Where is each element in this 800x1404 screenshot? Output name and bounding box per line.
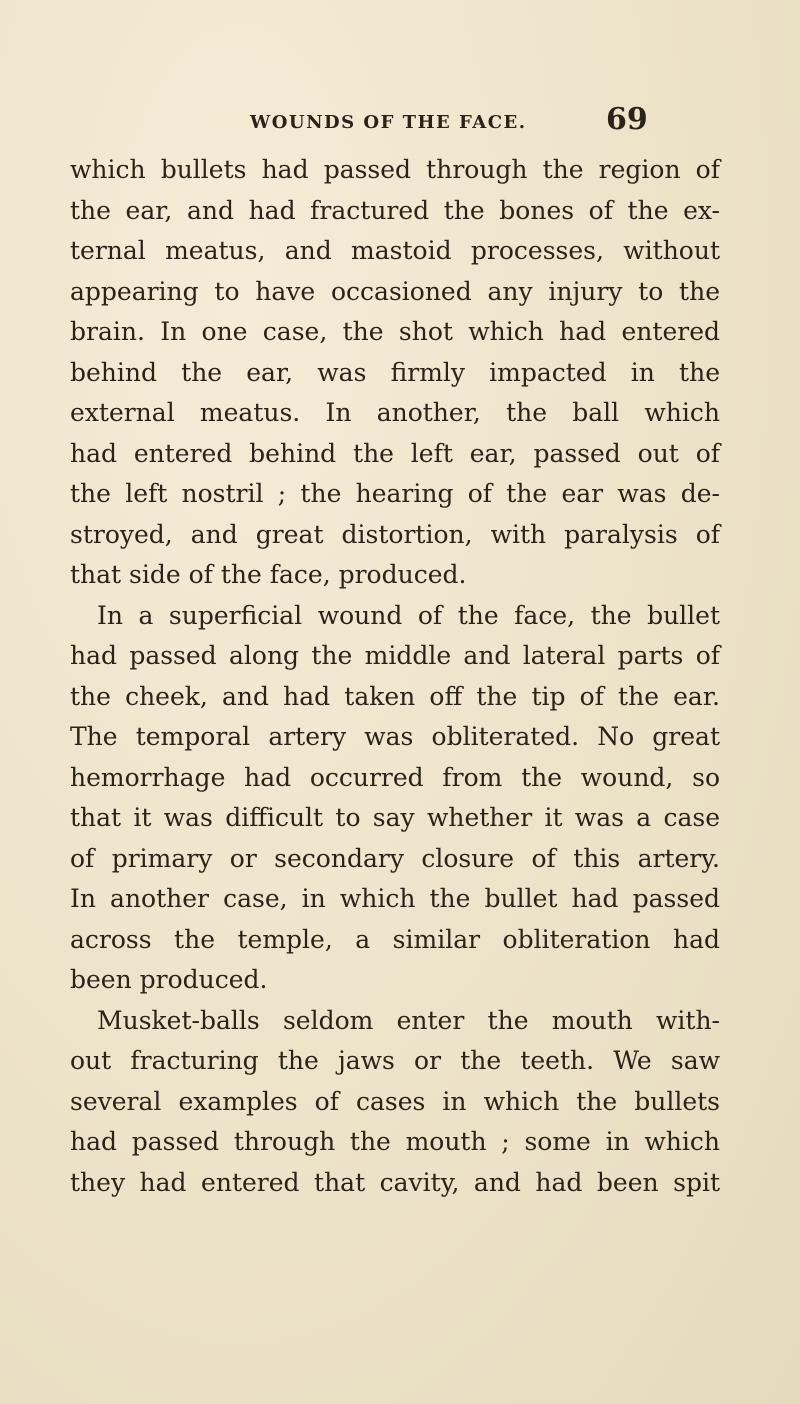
text-line: out fracturing the jaws or the teeth. We saw [70, 1046, 720, 1075]
text-line: had passed through the mouth ; some in which [70, 1127, 720, 1156]
text-line: that side of the face, produced. [70, 560, 467, 589]
body-text [70, 150, 720, 1203]
text-line: ternal meatus, and mastoid processes, without [70, 236, 720, 265]
text-line: stroyed, and great distortion, with paralysis of [70, 519, 720, 549]
text-line: been produced. [70, 965, 268, 994]
text-line: Musket-balls seldom enter the mouth with- [97, 1005, 720, 1035]
running-head: WOUNDS OF THE FACE. [250, 112, 527, 133]
text-line: across the temple, a similar obliteration had [70, 924, 720, 954]
text-line: appearing to have occasioned any injury to the [70, 276, 720, 306]
text-line: which bullets had passed through the region of [70, 155, 720, 184]
text-line: The temporal artery was obliterated. No great [70, 722, 720, 751]
text-line: the left nostril ; the hearing of the ear was de- [70, 479, 720, 508]
text-line: In a superficial wound of the face, the bullet [97, 600, 720, 630]
text-line: they had entered that cavity, and had been spit [70, 1167, 720, 1197]
text-line: In another case, in which the bullet had passed [70, 884, 720, 913]
text-line: that it was difficult to say whether it was a case [70, 803, 720, 832]
text-line: the ear, and had fractured the bones of the ex- [70, 195, 720, 225]
text-line: of primary or secondary closure of this artery. [70, 843, 720, 873]
text-line: hemorrhage had occurred from the wound, so [70, 762, 720, 792]
text-line: brain. In one case, the shot which had entered [70, 317, 720, 346]
text-line: behind the ear, was firmly impacted in the [70, 357, 720, 387]
text-line: external meatus. In another, the ball which [70, 398, 720, 427]
text-line: the cheek, and had taken off the tip of the ear. [70, 681, 720, 711]
text-line: had entered behind the left ear, passed out of [70, 438, 720, 468]
text-line: had passed along the middle and lateral parts of [70, 641, 720, 670]
text-line: several examples of cases in which the bullets [70, 1086, 720, 1116]
page-number: 69 [606, 102, 648, 137]
